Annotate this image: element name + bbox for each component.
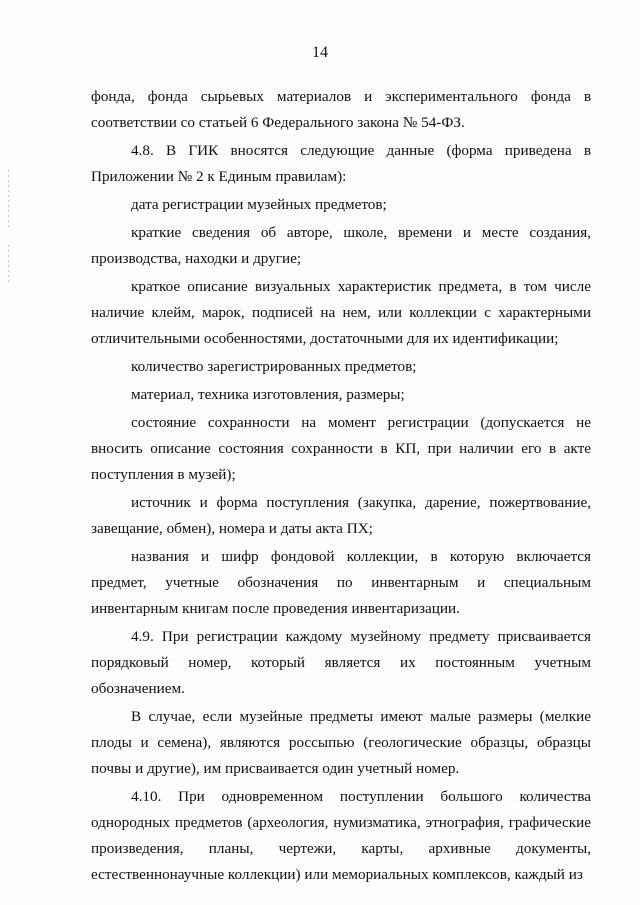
paragraph: 4.8. В ГИК вносятся следующие данные (форма приведена в Приложении № 2 к Единым правилам): bbox=[91, 142, 591, 185]
margin-scan-mark bbox=[8, 170, 9, 230]
paragraph: фонда, фонда сырьевых материалов и экспериментального фонда в соответствии со статьей 6 Федерального закона № 54-ФЗ. bbox=[91, 88, 591, 131]
paragraph: краткие сведения об авторе, школе, времени и месте создания, производства, находки и другие; bbox=[91, 224, 591, 267]
document-body bbox=[91, 84, 591, 888]
paragraph: 4.9. При регистрации каждому музейному предмету присваивается порядковый номер, который является их постоянным учетным обозначением. bbox=[91, 628, 591, 697]
page-number: 14 bbox=[312, 44, 328, 61]
paragraph: количество зарегистрированных предметов; bbox=[131, 358, 417, 375]
paragraph: краткое описание визуальных характеристик предмета, в том числе наличие клейм, марок, подписей на нем, или коллекции с характерными отличительными особенностями, достаточными для их идентификации; bbox=[91, 278, 591, 347]
paragraph: дата регистрации музейных предметов; bbox=[131, 196, 387, 213]
margin-scan-mark bbox=[8, 245, 9, 285]
paragraph: состояние сохранности на момент регистрации (допускается не вносить описание состояния сохранности в КП, при наличии его в акте поступления в музей); bbox=[91, 414, 591, 483]
paragraph: 4.10. При одновременном поступлении большого количества однородных предметов (археология, нумизматика, этнография, графические произведения, планы, чертежи, карты, архивные документы, естественнонаучные коллекции) или мемориальных комплексов, каждый из bbox=[91, 788, 591, 883]
paragraph: названия и шифр фондовой коллекции, в которую включается предмет, учетные обозначения по инвентарным и специальным инвентарным книгам после проведения инвентаризации. bbox=[91, 548, 591, 617]
paragraph: источник и форма поступления (закупка, дарение, пожертвование, завещание, обмен), номера и даты акта ПХ; bbox=[91, 494, 591, 537]
paragraph: В случае, если музейные предметы имеют малые размеры (мелкие плоды и семена), являются россыпью (геологические образцы, образцы почвы и другие), им присваивается один учетный номер. bbox=[91, 708, 591, 777]
paragraph: материал, техника изготовления, размеры; bbox=[131, 386, 405, 403]
